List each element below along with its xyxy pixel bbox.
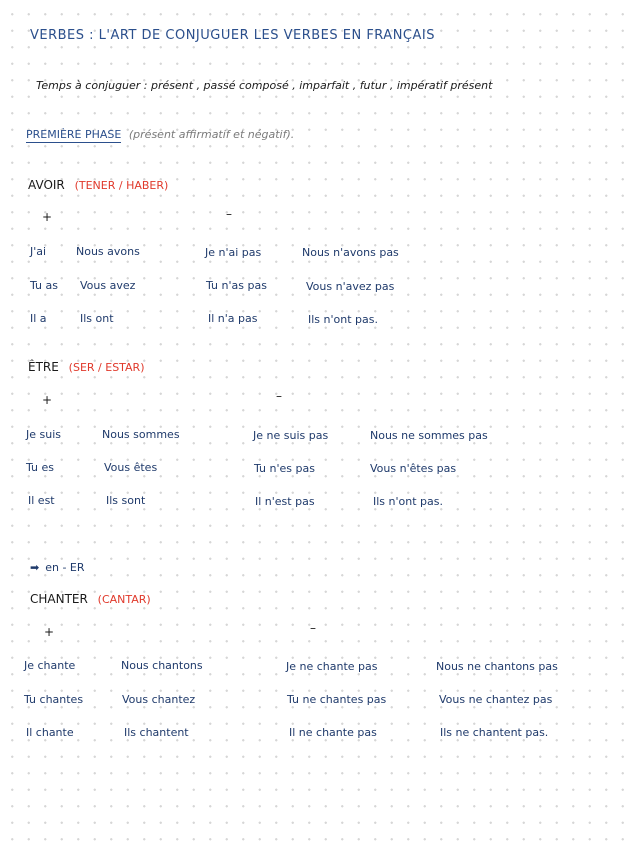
tenses-line: Temps à conjuguer : présent , passé composé , imparfait , futur , impératif présent — [36, 79, 493, 92]
conjugation-cell: Nous ne sommes pas — [370, 429, 488, 442]
conjugation-cell: Vous ne chantez pas — [439, 693, 553, 706]
arrow-right-icon: ➡ — [30, 561, 40, 574]
conjugation-cell: Vous êtes — [104, 461, 158, 474]
affirmative-sign: + — [42, 393, 53, 407]
conjugation-cell: Je chante — [24, 659, 76, 672]
negative-sign: – — [226, 207, 232, 221]
verb-name: ÊTRE — [28, 360, 59, 374]
conjugation-cell: Vous chantez — [122, 693, 196, 706]
conjugation-cell: Ils sont — [106, 494, 146, 507]
conjugation-cell: Je ne chante pas — [286, 660, 378, 673]
conjugation-cell: Ils n'ont pas. — [373, 495, 443, 508]
conjugation-cell: Tu n'as pas — [206, 279, 267, 292]
verb-name: CHANTER — [30, 592, 88, 606]
negative-sign: – — [310, 621, 316, 635]
conjugation-cell: Tu ne chantes pas — [287, 693, 387, 706]
conjugation-cell: Vous n'êtes pas — [370, 462, 457, 475]
conjugation-cell: Nous avons — [76, 245, 140, 258]
phase-label: PREMIÈRE PHASE — [26, 128, 122, 141]
conjugation-cell: Tu n'es pas — [254, 462, 315, 475]
conjugation-cell: Nous sommes — [102, 428, 180, 441]
affirmative-sign: + — [42, 210, 53, 224]
conjugation-cell: Il ne chante pas — [289, 726, 377, 739]
conjugation-cell: Vous avez — [80, 279, 136, 292]
conjugation-cell: J'ai — [30, 245, 47, 258]
affirmative-sign: + — [44, 625, 55, 639]
conjugation-cell: Tu es — [26, 461, 55, 474]
conjugation-cell: Il n'est pas — [255, 495, 315, 508]
conjugation-cell: Je ne suis pas — [253, 429, 329, 442]
conjugation-cell: Je n'ai pas — [205, 246, 262, 259]
conjugation-cell: Nous chantons — [121, 659, 203, 672]
er-group-label: ➡ en - ER — [30, 561, 85, 574]
conjugation-cell: Nous ne chantons pas — [436, 660, 558, 673]
phase-heading — [26, 128, 294, 141]
conjugation-cell: Il n'a pas — [208, 312, 258, 325]
conjugation-cell: Il a — [30, 312, 47, 325]
verb-name: AVOIR — [28, 178, 65, 192]
verb-heading-etre — [28, 360, 145, 374]
conjugation-cell: Je suis — [26, 428, 61, 441]
verb-translation: (SER / ESTAR) — [68, 361, 145, 374]
verb-translation: (TENER / HABER) — [74, 179, 169, 192]
conjugation-cell: Ils ne chantent pas. — [440, 726, 549, 739]
conjugation-cell: Vous n'avez pas — [306, 280, 395, 293]
conjugation-cell: Tu chantes — [24, 693, 84, 706]
verb-heading-avoir — [28, 178, 168, 192]
conjugation-cell: Nous n'avons pas — [302, 246, 399, 259]
phase-note: (présent affirmatif et négatif). — [128, 128, 295, 141]
verb-translation: (CANTAR) — [97, 593, 151, 606]
conjugation-cell: Ils n'ont pas. — [308, 313, 378, 326]
page-title: VERBES : L'ART DE CONJUGUER LES VERBES EN FRANÇAIS — [30, 28, 435, 43]
conjugation-cell: Ils chantent — [124, 726, 189, 739]
verb-heading-chanter — [30, 592, 151, 606]
conjugation-cell: Il est — [28, 494, 55, 507]
negative-sign: – — [276, 389, 282, 403]
conjugation-cell: Tu as — [30, 279, 58, 292]
conjugation-cell: Il chante — [26, 726, 74, 739]
conjugation-cell: Ils ont — [80, 312, 114, 325]
